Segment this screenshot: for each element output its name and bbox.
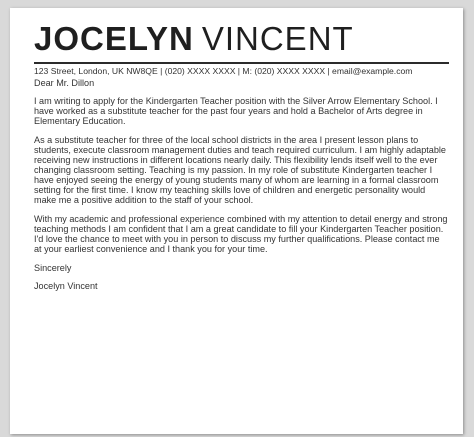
signature-name: Jocelyn Vincent xyxy=(34,281,98,291)
salutation: Dear Mr. Dillon xyxy=(34,78,95,88)
letter-body xyxy=(34,78,448,300)
first-name: JOCELYN xyxy=(34,20,194,57)
header-divider xyxy=(34,62,449,64)
letter-page xyxy=(10,8,463,434)
applicant-name xyxy=(34,20,354,58)
paragraph-1: I am writing to apply for the Kindergarten Teacher position with the Silver Arrow Elementary School. I have worked as a substitute teacher for the past four years and hold a Bachelor of Arts degree in Elementary Education. xyxy=(34,96,438,126)
paragraph-3: With my academic and professional experience combined with my attention to detail energy and strong teaching methods I am confident that I am a great candidate to fill your Kindergarten Teacher position. I'd love the chance to meet with you in person to discuss my further qualifications. Please contact me at your earliest convenience and I thank you for your time. xyxy=(34,214,448,254)
contact-line: 123 Street, London, UK NW8QE | (020) XXXX XXXX | M: (020) XXXX XXXX | email@example.com xyxy=(34,66,413,76)
closing: Sincerely xyxy=(34,263,72,273)
last-name: VINCENT xyxy=(201,20,354,57)
paragraph-2: As a substitute teacher for three of the local school districts in the area I present lesson plans to students, execute classroom management duties and teach required curriculum. I am highly adaptable receiving new instructions in different locations nearly daily. This flexibility lends itself well to the ever changing classroom setting. Teaching is my passion. In my role of substitute Kindergarten teacher I have enjoyed seeing the energy of young students many of whom are learning in a formal classroom setting for the first time. I know my teaching skills love of children and energetic personality would make me a positive addition to the staff of your school. xyxy=(34,135,446,205)
